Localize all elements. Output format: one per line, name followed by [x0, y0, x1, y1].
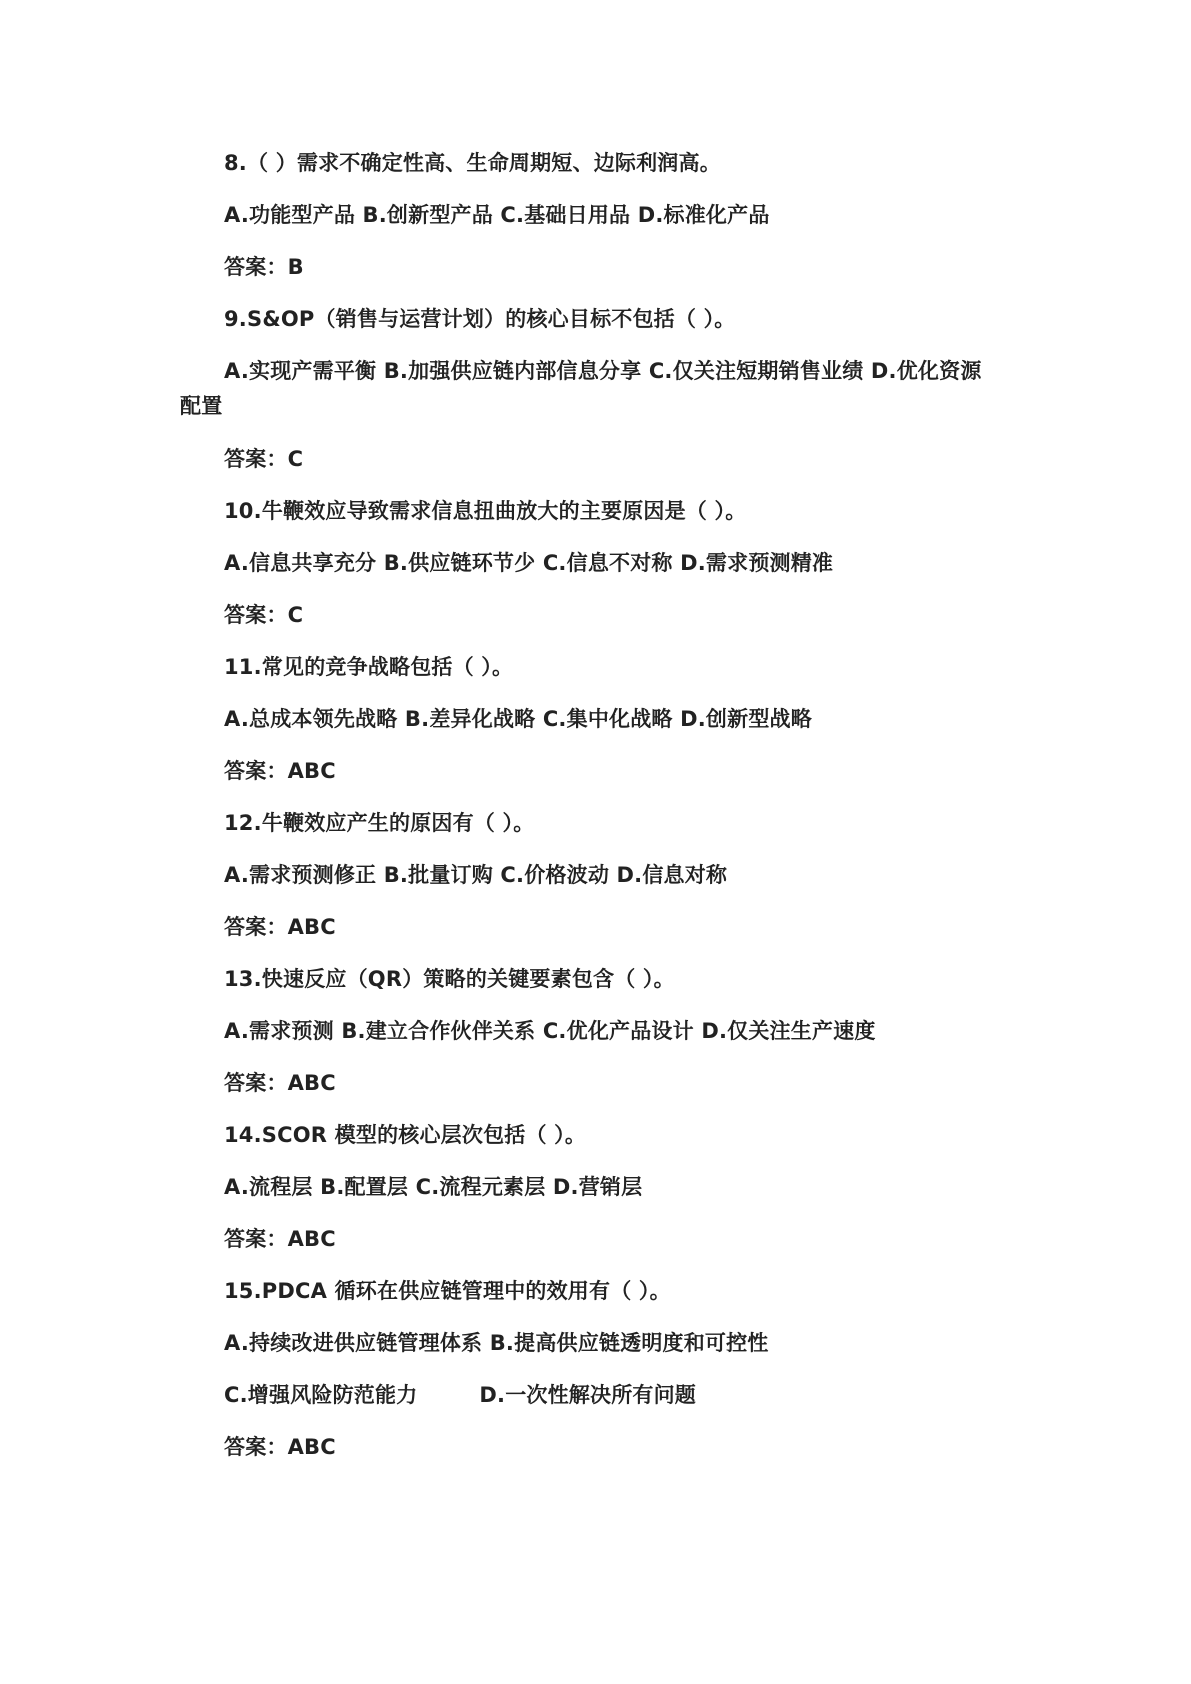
- question-15-option-d: D.一次性解决所有问题: [479, 1383, 696, 1407]
- question-13-stem: 13.快速反应（QR）策略的关键要素包含（ ）。: [224, 967, 675, 991]
- question-15-option-c: C.增强风险防范能力: [224, 1383, 418, 1407]
- question-13-answer: 答案：ABC: [224, 1071, 336, 1095]
- question-12-answer: 答案：ABC: [224, 915, 336, 939]
- question-8-answer: 答案：B: [224, 255, 304, 279]
- question-9-options-continued: 配置: [180, 394, 223, 418]
- question-10-stem: 10.牛鞭效应导致需求信息扭曲放大的主要原因是（ ）。: [224, 499, 747, 523]
- question-11-options: A.总成本领先战略 B.差异化战略 C.集中化战略 D.创新型战略: [224, 707, 812, 731]
- question-8-options: A.功能型产品 B.创新型产品 C.基础日用品 D.标准化产品: [224, 203, 770, 227]
- question-15-options: A.持续改进供应链管理体系 B.提高供应链透明度和可控性: [224, 1331, 769, 1355]
- question-14-stem: 14.SCOR 模型的核心层次包括（ ）。: [224, 1123, 587, 1147]
- question-15-answer: 答案：ABC: [224, 1435, 336, 1459]
- question-10-options: A.信息共享充分 B.供应链环节少 C.信息不对称 D.需求预测精准: [224, 551, 834, 575]
- question-9-answer: 答案：C: [224, 447, 304, 471]
- question-15-options-continued: [224, 1380, 696, 1410]
- question-15-stem: 15.PDCA 循环在供应链管理中的效用有（ ）。: [224, 1279, 671, 1303]
- question-10-answer: 答案：C: [224, 603, 304, 627]
- question-11-stem: 11.常见的竞争战略包括（ ）。: [224, 655, 514, 679]
- question-9-stem: 9.S&OP（销售与运营计划）的核心目标不包括（ ）。: [224, 307, 736, 331]
- question-8-stem: 8.（ ）需求不确定性高、生命周期短、边际利润高。: [224, 151, 721, 175]
- question-14-answer: 答案：ABC: [224, 1227, 336, 1251]
- question-13-options: A.需求预测 B.建立合作伙伴关系 C.优化产品设计 D.仅关注生产速度: [224, 1019, 876, 1043]
- question-14-options: A.流程层 B.配置层 C.流程元素层 D.营销层: [224, 1175, 643, 1199]
- question-12-stem: 12.牛鞭效应产生的原因有（ ）。: [224, 811, 535, 835]
- question-11-answer: 答案：ABC: [224, 759, 336, 783]
- question-9-options: A.实现产需平衡 B.加强供应链内部信息分享 C.仅关注短期销售业绩 D.优化资源: [224, 359, 982, 383]
- question-12-options: A.需求预测修正 B.批量订购 C.价格波动 D.信息对称: [224, 863, 728, 887]
